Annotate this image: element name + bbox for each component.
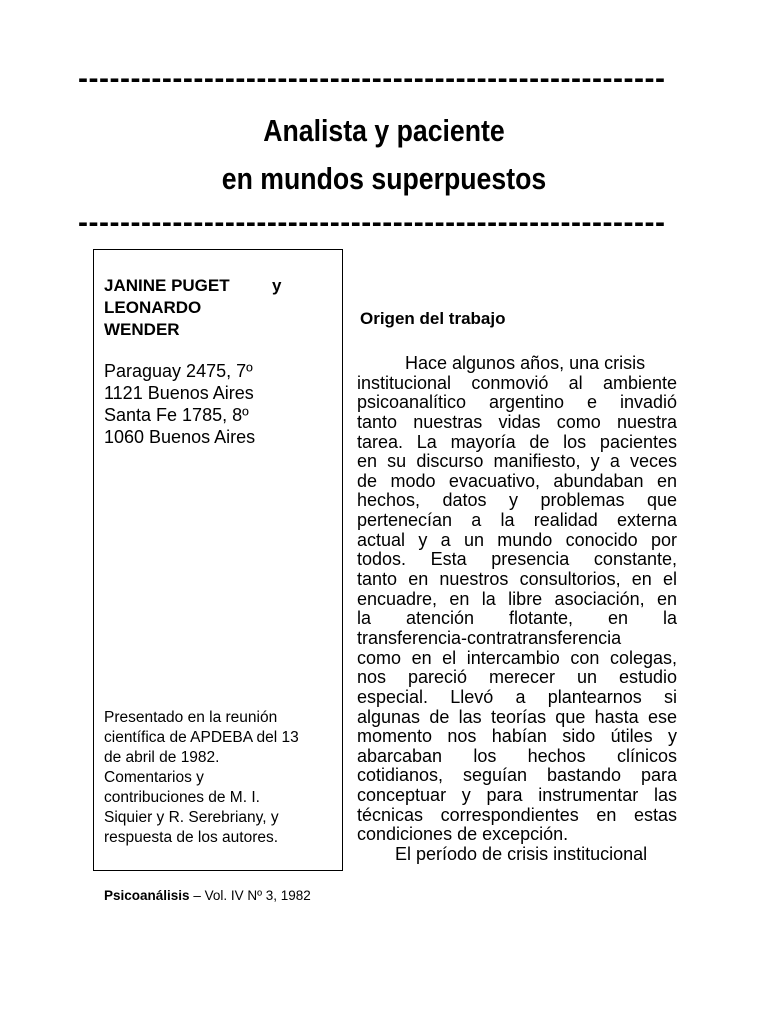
- journal-name: Psicoanálisis: [104, 888, 190, 903]
- presentation-note-line: respuesta de los autores.: [104, 829, 279, 846]
- body-line: institucional conmovió al ambiente: [357, 372, 677, 393]
- top-dashed-rule: --------------------------------------------------------: [78, 64, 666, 94]
- body-line: condiciones de excepción.: [357, 824, 569, 845]
- body-line: como en el intercambio con colegas,: [357, 647, 677, 668]
- address-line: Santa Fe 1785, 8º: [104, 405, 249, 425]
- body-line: conceptuar y para instrumentar las: [357, 785, 677, 806]
- presentation-note-line: contribuciones de M. I.: [104, 789, 260, 806]
- body-line: psicoanalítico argentino e invadió: [357, 392, 677, 413]
- body-line: pertenecían a la realidad externa: [357, 510, 677, 531]
- body-line: tanto en nuestros consultorios, en el: [357, 569, 677, 590]
- body-line: tanto nuestras vidas como nuestra: [357, 411, 677, 432]
- author-conjunction: y: [272, 276, 282, 295]
- title-line-1: Analista y paciente: [263, 113, 505, 148]
- body-line: actual y a un mundo conocido por: [357, 529, 677, 550]
- body-line: momento nos habían sido útiles y: [357, 726, 677, 747]
- presentation-note-line: científica de APDEBA del 13: [104, 729, 299, 746]
- body-line: de modo evacuativo, abundaban en: [357, 470, 677, 491]
- body-line: transferencia-contratransferencia: [357, 627, 622, 648]
- body-line: técnicas correspondientes en estas: [357, 804, 677, 825]
- author-name-1: JANINE PUGET: [104, 276, 230, 295]
- body-line: Hace algunos años, una crisis: [405, 353, 646, 373]
- body-line: El período de crisis institucional: [395, 844, 648, 865]
- address-line: 1121 Buenos Aires: [104, 383, 254, 403]
- body-text: [357, 354, 677, 865]
- body-line: algunas de las teorías que hasta ese: [357, 706, 677, 727]
- journal-citation: [104, 888, 311, 903]
- body-line: abarcaban los hechos clínicos: [357, 745, 677, 766]
- presentation-note-line: Siquier y R. Serebriany, y: [104, 809, 279, 826]
- address-line: Paraguay 2475, 7º: [104, 361, 253, 381]
- body-line: todos. Esta presencia constante,: [357, 549, 677, 570]
- body-line: especial. Llevó a plantearnos si: [357, 686, 677, 707]
- author-address: [104, 360, 339, 448]
- section-heading: Origen del trabajo: [360, 309, 506, 328]
- author-name-2b: WENDER: [104, 320, 180, 339]
- presentation-note-line: Comentarios y: [104, 769, 204, 786]
- presentation-note-line: de abril de 1982.: [104, 749, 220, 766]
- journal-details: – Vol. IV Nº 3, 1982: [189, 888, 311, 903]
- title-line-2: en mundos superpuestos: [221, 161, 547, 196]
- body-line: la atención flotante, en la: [357, 608, 677, 629]
- presentation-note: [104, 708, 336, 848]
- body-line: cotidianos, seguían bastando para: [357, 765, 677, 786]
- presentation-note-line: Presentado en la reunión: [104, 709, 278, 726]
- bottom-dashed-rule: --------------------------------------------------------: [78, 208, 666, 238]
- body-line: hechos, datos y problemas que: [357, 490, 677, 511]
- author-name-2a: LEONARDO: [104, 298, 202, 317]
- body-line: encuadre, en la libre asociación, en: [357, 588, 677, 609]
- address-line: 1060 Buenos Aires: [104, 427, 256, 447]
- body-line: nos pareció merecer un estudio: [357, 667, 677, 688]
- body-line: en su discurso manifiesto, y a veces: [357, 451, 677, 472]
- author-names: [104, 275, 339, 341]
- body-line: tarea. La mayoría de los pacientes: [357, 431, 677, 452]
